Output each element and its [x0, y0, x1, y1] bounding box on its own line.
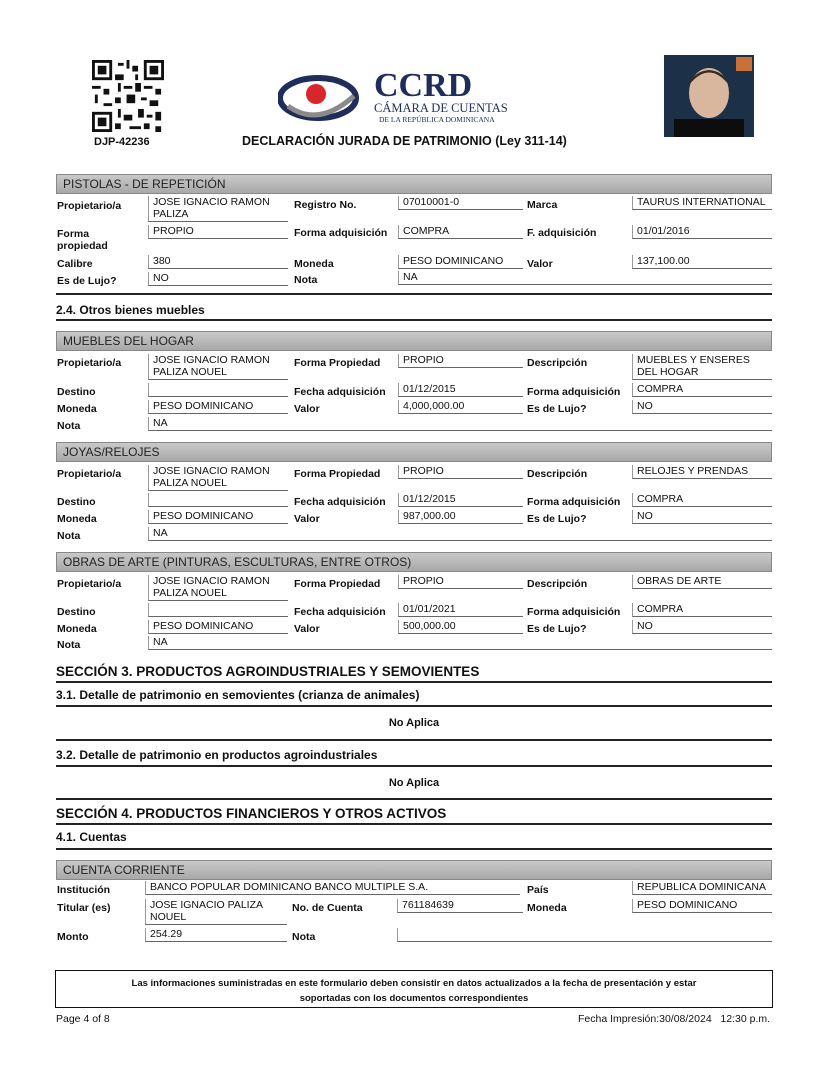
section-header-cuenta: CUENTA CORRIENTE	[56, 860, 772, 880]
value-valor: 987,000.00	[398, 510, 523, 524]
divider	[56, 739, 772, 741]
label-fecha-adquisicion: Fecha adquisición	[294, 606, 386, 618]
value-nota	[397, 928, 772, 942]
label-titular: Titular (es)	[57, 902, 111, 914]
divider	[56, 848, 772, 850]
label-f-adquisicion: F. adquisición	[527, 227, 597, 239]
label-registro: Registro No.	[294, 199, 357, 211]
value-no-cuenta: 761184639	[397, 899, 523, 913]
divider	[56, 823, 772, 825]
value-destino	[148, 383, 288, 397]
value-valor: 137,100.00	[632, 255, 772, 269]
label-nota: Nota	[57, 420, 81, 432]
label-moneda: Moneda	[527, 902, 567, 914]
label-pais: País	[527, 884, 549, 896]
value-nota: NA	[148, 527, 772, 541]
label-valor: Valor	[294, 623, 320, 635]
value-propietario: JOSE IGNACIO RAMON PALIZA NOUEL	[148, 465, 288, 491]
label-destino: Destino	[57, 496, 96, 508]
section-header-joyas: JOYAS/RELOJES	[56, 442, 772, 462]
value-propietario: JOSE IGNACIO RAMON PALIZA NOUEL	[148, 575, 288, 601]
value-institucion: BANCO POPULAR DOMINICANO BANCO MULTIPLE S.A.	[145, 881, 520, 895]
value-forma-propiedad: PROPIO	[148, 225, 288, 239]
label-marca: Marca	[527, 199, 558, 211]
label-propietario: Propietario/a	[57, 200, 122, 212]
value-nota: NA	[148, 417, 772, 431]
document-id: DJP-42236	[94, 136, 150, 148]
value-moneda: PESO DOMINICANO	[398, 255, 523, 269]
label-moneda: Moneda	[294, 258, 334, 270]
label-forma-adquisicion: Forma adquisición	[527, 496, 621, 508]
logo-line1: CÁMARA DE CUENTAS	[374, 101, 508, 115]
value-propietario: JOSE IGNACIO RAMON PALIZA NOUEL	[148, 354, 288, 380]
value-moneda: PESO DOMINICANO	[148, 510, 288, 524]
declarant-photo	[664, 55, 754, 137]
legal-notice-line1: Las informaciones suministradas en este formulario deben consistir en datos actualizados a la fecha de presentación y estar	[131, 978, 697, 989]
label-forma-propiedad: Forma Propiedad	[294, 357, 381, 369]
label-fecha-adquisicion: Fecha adquisición	[294, 496, 386, 508]
label-forma-propiedad: Forma Propiedad	[294, 468, 381, 480]
value-descripcion: OBRAS DE ARTE	[632, 575, 772, 589]
section-header-obras: OBRAS DE ARTE (PINTURAS, ESCULTURAS, ENTRE OTROS)	[56, 552, 772, 572]
value-monto: 254.29	[145, 928, 287, 942]
ccrd-logo	[278, 66, 528, 128]
label-calibre: Calibre	[57, 258, 93, 270]
label-propietario: Propietario/a	[57, 578, 122, 590]
divider	[56, 798, 772, 800]
label-forma-adquisicion: Forma adquisición	[294, 227, 388, 239]
section-3-1-title: 3.1. Detalle de patrimonio en semovientes (crianza de animales)	[56, 688, 420, 702]
value-f-adquisicion: 01/01/2016	[632, 225, 772, 239]
value-nota: NA	[398, 271, 772, 285]
value-moneda: PESO DOMINICANO	[148, 620, 288, 634]
section-2-4-title: 2.4. Otros bienes muebles	[56, 303, 205, 317]
value-pais: REPUBLICA DOMINICANA	[632, 881, 772, 895]
document-title: DECLARACIÓN JURADA DE PATRIMONIO (Ley 311-14)	[242, 134, 567, 148]
label-moneda: Moneda	[57, 403, 97, 415]
value-forma-adquisicion: COMPRA	[632, 383, 772, 397]
value-destino	[148, 493, 288, 507]
label-propietario: Propietario/a	[57, 468, 122, 480]
label-destino: Destino	[57, 386, 96, 398]
value-forma-adquisicion: COMPRA	[632, 603, 772, 617]
not-applicable-3-2: No Aplica	[388, 777, 440, 789]
label-lujo: Es de Lujo?	[57, 275, 117, 287]
value-forma-propiedad: PROPIO	[398, 354, 523, 368]
label-no-cuenta: No. de Cuenta	[292, 902, 363, 914]
value-lujo: NO	[632, 400, 772, 414]
logo-name: CCRD	[374, 67, 473, 104]
label-nota: Nota	[294, 274, 318, 286]
label-institucion: Institución	[57, 884, 111, 896]
legal-notice-line2: soportadas con los documentos correspondientes	[299, 993, 529, 1004]
label-descripcion: Descripción	[527, 578, 588, 590]
section-4-title: SECCIÓN 4. PRODUCTOS FINANCIEROS Y OTROS ACTIVOS	[56, 806, 447, 821]
value-marca: TAURUS INTERNATIONAL	[632, 196, 772, 210]
label-propietario: Propietario/a	[57, 357, 122, 369]
value-destino	[148, 603, 288, 617]
page-number: Page 4 of 8	[56, 1013, 110, 1025]
section-3-title: SECCIÓN 3. PRODUCTOS AGROINDUSTRIALES Y SEMOVIENTES	[56, 664, 480, 679]
label-monto: Monto	[57, 931, 89, 943]
label-descripcion: Descripción	[527, 468, 588, 480]
value-descripcion: RELOJES Y PRENDAS	[632, 465, 772, 479]
value-lujo: NO	[148, 272, 288, 286]
value-forma-propiedad: PROPIO	[398, 575, 523, 589]
label-valor: Valor	[294, 513, 320, 525]
divider	[56, 705, 772, 707]
value-registro: 07010001-0	[398, 196, 523, 210]
print-date: Fecha Impresión:30/08/2024 12:30 p.m.	[578, 1013, 771, 1025]
label-moneda: Moneda	[57, 623, 97, 635]
value-forma-propiedad: PROPIO	[398, 465, 523, 479]
divider	[56, 319, 772, 321]
qr-code-icon	[90, 60, 166, 132]
label-forma-propiedad: Forma propiedad	[57, 228, 108, 252]
value-valor: 500,000.00	[398, 620, 523, 634]
value-moneda: PESO DOMINICANO	[632, 899, 772, 913]
label-lujo: Es de Lujo?	[527, 623, 587, 635]
logo-line2: DE LA REPÚBLICA DOMINICANA	[379, 115, 495, 124]
label-nota: Nota	[57, 639, 81, 651]
label-fecha-adquisicion: Fecha adquisición	[294, 386, 386, 398]
label-forma-adquisicion: Forma adquisición	[527, 386, 621, 398]
divider	[56, 681, 772, 683]
value-fecha-adquisicion: 01/12/2015	[398, 383, 523, 397]
value-forma-adquisicion: COMPRA	[398, 225, 523, 239]
label-forma-adquisicion: Forma adquisición	[527, 606, 621, 618]
value-titular: JOSE IGNACIO PALIZA NOUEL	[145, 899, 287, 925]
value-propietario: JOSE IGNACIO RAMON PALIZA	[148, 196, 288, 222]
label-valor: Valor	[294, 403, 320, 415]
legal-notice	[55, 970, 773, 1008]
label-forma-propiedad: Forma Propiedad	[294, 578, 381, 590]
section-header-pistolas: PISTOLAS - DE REPETICIÓN	[56, 174, 772, 194]
value-descripcion: MUEBLES Y ENSERES DEL HOGAR	[632, 354, 772, 380]
value-moneda: PESO DOMINICANO	[148, 400, 288, 414]
value-nota: NA	[148, 636, 772, 650]
value-lujo: NO	[632, 620, 772, 634]
not-applicable-3-1: No Aplica	[388, 717, 440, 729]
section-3-2-title: 3.2. Detalle de patrimonio en productos agroindustriales	[56, 748, 378, 762]
label-nota: Nota	[57, 530, 81, 542]
label-lujo: Es de Lujo?	[527, 403, 587, 415]
section-4-1-title: 4.1. Cuentas	[56, 830, 127, 844]
portrait-icon	[664, 55, 754, 137]
value-lujo: NO	[632, 510, 772, 524]
value-fecha-adquisicion: 01/01/2021	[398, 603, 523, 617]
label-nota: Nota	[292, 931, 316, 943]
label-destino: Destino	[57, 606, 96, 618]
section-header-muebles: MUEBLES DEL HOGAR	[56, 331, 772, 351]
value-valor: 4,000,000.00	[398, 400, 523, 414]
label-valor: Valor	[527, 258, 553, 270]
value-forma-adquisicion: COMPRA	[632, 493, 772, 507]
value-calibre: 380	[148, 255, 288, 269]
label-moneda: Moneda	[57, 513, 97, 525]
label-descripcion: Descripción	[527, 357, 588, 369]
divider	[56, 293, 772, 295]
label-lujo: Es de Lujo?	[527, 513, 587, 525]
divider	[56, 765, 772, 767]
value-fecha-adquisicion: 01/12/2015	[398, 493, 523, 507]
